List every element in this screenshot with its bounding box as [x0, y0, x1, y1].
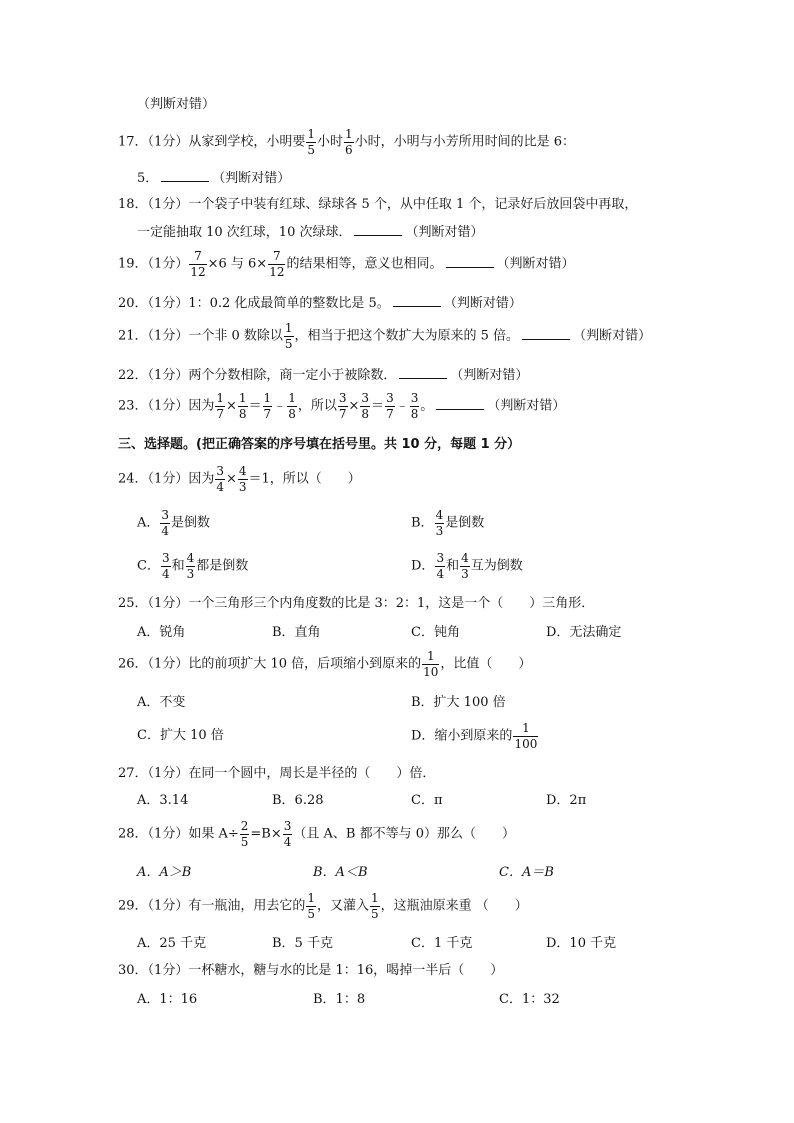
text-segment: ，比值（ ） — [440, 656, 532, 672]
q29-option-d[interactable]: D．10 千克 — [546, 936, 617, 951]
question-17-line2 — [137, 170, 290, 185]
fraction-numerator: 4 — [435, 508, 444, 522]
text-segment: ＝ — [248, 398, 262, 414]
text-segment: × — [225, 398, 237, 414]
fraction-numerator: 1 — [263, 391, 272, 405]
fraction-denominator: 5 — [240, 834, 249, 849]
section-3-heading: 三、选择题。(把正确答案的序号填在括号里。共 10 分，每题 1 分） — [118, 437, 521, 452]
fraction-denominator: 5 — [307, 906, 315, 921]
question-27 — [118, 767, 435, 780]
fraction-numerator: 1 — [238, 391, 247, 405]
text-segment: ＝ — [371, 398, 385, 414]
fraction-numerator: 4 — [186, 551, 195, 565]
text-segment: A． — [137, 515, 160, 531]
fraction-denominator: 8 — [361, 406, 370, 421]
text-segment: 一定能抽取 10 次红球，10 次绿球． — [137, 225, 352, 240]
text-segment: （判断对错） — [450, 368, 529, 383]
text-segment: （1分） — [147, 963, 189, 978]
text-segment: 小时，小明与小芳所用时间的比是 6： — [354, 134, 576, 150]
fraction-numerator: 3 — [161, 508, 170, 522]
text-segment: 都是倒数 — [196, 558, 249, 574]
text-segment: 18． — [118, 197, 148, 212]
fraction-numerator: 1 — [371, 891, 379, 905]
fraction-numerator: 3 — [161, 551, 170, 565]
text-segment: （1分） — [147, 328, 189, 344]
q24-option-a[interactable] — [137, 509, 210, 537]
text-segment: 互为倒数 — [470, 558, 523, 574]
text-segment: （1分） — [147, 766, 189, 781]
question-26 — [118, 650, 531, 678]
fraction-denominator: 3 — [186, 566, 195, 581]
fraction-numerator: 3 — [436, 551, 445, 565]
question-18-line2 — [137, 224, 484, 239]
fraction-denominator: 7 — [338, 406, 347, 421]
fraction-denominator: 8 — [288, 406, 296, 421]
q25-option-d[interactable]: D．无法确定 — [546, 625, 622, 640]
q26-option-d[interactable] — [411, 722, 539, 750]
fraction — [287, 392, 297, 420]
q29-option-b[interactable]: B．5 千克 — [272, 936, 333, 951]
text-segment: 如果 A÷ — [188, 826, 239, 842]
q30-option-b[interactable]: B．1：8 — [313, 992, 366, 1007]
text-segment: （判断对错） — [443, 296, 522, 311]
fraction — [161, 552, 171, 580]
text-segment: 在同一个圆中，周长是半径的（ ）倍． — [188, 766, 436, 781]
text-segment: 和 — [171, 558, 185, 574]
fraction — [240, 820, 250, 848]
text-segment: 27． — [118, 766, 148, 781]
fraction — [263, 392, 273, 420]
text-segment: 有一瓶油，用去它的 — [188, 898, 306, 914]
fraction-numerator: 1 — [284, 321, 293, 335]
text-segment: 19． — [118, 256, 148, 272]
fraction-numerator: 3 — [283, 819, 292, 833]
text-segment: （1分） — [147, 134, 189, 150]
fraction — [370, 892, 380, 920]
fraction-numerator: 3 — [216, 464, 224, 478]
text-segment: （判断对错） — [487, 398, 566, 414]
fraction-numerator: 1 — [422, 650, 439, 665]
fraction — [435, 509, 445, 537]
text-segment: （1分） — [147, 296, 189, 311]
answer-blank[interactable] — [436, 398, 484, 410]
q27-option-a[interactable]: A．3.14 — [137, 793, 189, 808]
text-segment: 因为 — [188, 398, 215, 414]
text-segment: （1分） — [147, 256, 189, 272]
text-segment: 比的前项扩大 10 倍，后项缩小到原来的 — [188, 656, 422, 672]
fraction-denominator: 12 — [269, 264, 285, 279]
text-segment: ﹣ — [395, 398, 409, 414]
text-segment: × — [348, 398, 360, 414]
fraction-denominator: 5 — [307, 142, 315, 157]
fraction — [215, 392, 225, 420]
fraction-denominator: 8 — [238, 406, 247, 421]
fraction-denominator: 100 — [514, 736, 538, 751]
fraction-denominator: 3 — [238, 479, 247, 494]
fraction — [215, 465, 225, 493]
fraction — [513, 722, 538, 750]
fraction — [344, 128, 354, 156]
fraction-numerator: 2 — [240, 819, 249, 833]
q26-option-a[interactable]: A．不变 — [137, 695, 186, 710]
text-segment: （1分） — [147, 596, 189, 611]
text-segment: 一个非 0 数除以 — [188, 328, 283, 344]
text-segment: （且 A、B 都不等与 0）那么（ ） — [293, 826, 515, 842]
text-segment: （1分） — [147, 197, 189, 212]
fraction-denominator: 7 — [386, 406, 394, 421]
fraction — [238, 465, 248, 493]
fraction-numerator: 1 — [345, 127, 353, 141]
fraction-denominator: 3 — [435, 523, 444, 538]
fraction — [338, 392, 348, 420]
fraction-numerator: 4 — [461, 551, 469, 565]
fraction-numerator: 1 — [513, 722, 538, 737]
fraction — [435, 552, 445, 580]
text-segment: 26． — [118, 656, 148, 672]
text-segment: （1分） — [147, 368, 189, 383]
text-segment: ，又灌入 — [316, 898, 369, 914]
fraction — [186, 552, 196, 580]
text-segment: 28． — [118, 826, 148, 842]
text-segment: ﹣ — [273, 398, 287, 414]
fraction — [360, 392, 370, 420]
fraction — [189, 250, 206, 278]
q24-option-d[interactable] — [411, 552, 523, 580]
text-segment: （判断对错） — [212, 171, 291, 186]
q25-option-a[interactable]: A．锐角 — [137, 625, 186, 640]
text-segment: 两个分数相除，商一定小于被除数． — [188, 368, 397, 383]
fraction — [410, 392, 420, 420]
fraction — [385, 392, 395, 420]
q30-option-c[interactable]: C．1：32 — [499, 992, 560, 1007]
question-17 — [118, 128, 575, 156]
question-24 — [118, 465, 361, 493]
question-20 — [118, 295, 522, 310]
fraction — [422, 650, 439, 678]
text-segment: 20． — [118, 296, 148, 311]
text-segment: 一个三角形三个内角度数的比是 3：2：1，这是一个（ ）三角形． — [188, 596, 595, 611]
fraction — [238, 392, 248, 420]
question-25 — [118, 597, 594, 610]
q24-option-c[interactable] — [137, 552, 248, 580]
q28-option-a[interactable]: A．A＞B — [137, 865, 192, 880]
q26-option-b[interactable]: B．扩大 100 倍 — [411, 695, 506, 710]
q24-option-b[interactable] — [411, 509, 484, 537]
text-segment: ，相当于把这个数扩大为原来的 5 倍。 — [294, 328, 520, 344]
text-segment: B． — [411, 515, 434, 531]
text-segment: 21． — [118, 328, 148, 344]
fraction-numerator: 4 — [238, 464, 247, 478]
fraction-denominator: 6 — [345, 142, 353, 157]
q29-option-a[interactable]: A．25 千克 — [137, 936, 207, 951]
text-segment: 1：0.2 化成最简单的整数比是 5。 — [188, 296, 390, 311]
text-segment: C． — [137, 558, 160, 574]
question-22 — [118, 367, 528, 382]
fraction — [268, 250, 285, 278]
text-segment: ＝1，所以（ ） — [248, 471, 361, 487]
fraction-numerator: 1 — [288, 391, 296, 405]
q25-option-b[interactable]: B．直角 — [272, 625, 321, 640]
q27-option-b[interactable]: B．6.28 — [272, 793, 324, 808]
fraction-denominator: 4 — [436, 566, 445, 581]
fraction-denominator: 7 — [263, 406, 272, 421]
fraction — [284, 322, 294, 350]
fraction-numerator: 3 — [338, 391, 347, 405]
fraction-numerator: 3 — [361, 391, 370, 405]
text-segment: 的结果相等，意义也相同。 — [286, 256, 443, 272]
fraction-numerator: 7 — [189, 250, 206, 265]
fraction — [306, 128, 316, 156]
q16-tail: （判断对错） — [137, 97, 216, 112]
text-segment: 一杯糖水，糖与水的比是 1：16，喝掉一半后（ ） — [188, 963, 504, 978]
text-segment: 。 — [420, 398, 434, 414]
fraction-denominator: 5 — [371, 906, 379, 921]
fraction-denominator: 10 — [423, 664, 439, 679]
answer-blank[interactable] — [354, 224, 402, 236]
text-segment: 因为 — [188, 471, 215, 487]
text-segment: 24． — [118, 471, 148, 487]
text-segment: 是倒数 — [445, 515, 485, 531]
fraction — [160, 509, 170, 537]
fraction-denominator: 5 — [284, 336, 293, 351]
text-segment: （1分） — [147, 471, 189, 487]
fraction — [460, 552, 470, 580]
text-segment: （1分） — [147, 826, 189, 842]
answer-blank[interactable] — [393, 295, 441, 307]
q27-option-c[interactable]: C．π — [411, 793, 443, 808]
fraction-denominator: 8 — [410, 406, 419, 421]
text-segment: ×6 与 6× — [207, 256, 268, 272]
fraction — [306, 892, 316, 920]
answer-blank[interactable] — [399, 367, 447, 379]
fraction-numerator: 1 — [307, 891, 315, 905]
q28-option-c[interactable]: C．A＝B — [499, 865, 554, 880]
text-segment: 是倒数 — [171, 515, 211, 531]
question-21 — [118, 322, 651, 350]
text-segment: 29． — [118, 898, 148, 914]
fraction-denominator: 4 — [161, 566, 170, 581]
fraction-denominator: 4 — [216, 479, 224, 494]
fraction-numerator: 7 — [268, 250, 285, 265]
text-segment: 23． — [118, 398, 148, 414]
text-segment: （判断对错） — [573, 328, 652, 344]
fraction-numerator: 3 — [410, 391, 419, 405]
text-segment: × — [225, 471, 237, 487]
text-segment: 17． — [118, 134, 148, 150]
q30-option-a[interactable]: A．1：16 — [137, 992, 198, 1007]
fraction-numerator: 3 — [386, 391, 394, 405]
text-segment: 小时 — [316, 134, 343, 150]
q26-option-c[interactable]: C．扩大 10 倍 — [137, 728, 224, 743]
text-segment: ，这瓶油原来重 （ ） — [380, 898, 528, 914]
fraction-denominator: 12 — [190, 264, 206, 279]
text-segment: D． — [411, 558, 435, 574]
text-segment: 一个袋子中装有红球、绿球各 5 个，从中任取 1 个，记录好后放回袋中再取， — [188, 197, 638, 212]
text-segment: ，所以 — [297, 398, 337, 414]
text-segment: =B× — [250, 826, 282, 842]
fraction-numerator: 1 — [216, 391, 224, 405]
question-29 — [118, 892, 528, 920]
question-19 — [118, 250, 575, 278]
q25-option-c[interactable]: C．钝角 — [411, 625, 460, 640]
text-segment: 25． — [118, 596, 148, 611]
text-segment: （判断对错） — [405, 225, 484, 240]
question-23 — [118, 392, 565, 420]
question-28 — [118, 820, 515, 848]
question-30 — [118, 964, 503, 977]
text-segment: D．缩小到原来的 — [411, 728, 513, 744]
fraction — [283, 820, 293, 848]
fraction-numerator: 1 — [307, 127, 315, 141]
fraction-denominator: 3 — [461, 566, 469, 581]
text-segment: 30． — [118, 963, 148, 978]
answer-blank[interactable] — [446, 256, 494, 268]
text-segment: 从家到学校，小明要 — [188, 134, 306, 150]
text-segment: （1分） — [147, 898, 189, 914]
text-segment: 和 — [446, 558, 460, 574]
q28-option-b[interactable]: B．A＜B — [313, 865, 368, 880]
fraction-denominator: 4 — [161, 523, 170, 538]
text-segment: （判断对错） — [496, 256, 575, 272]
q27-option-d[interactable]: D．2π — [546, 793, 587, 808]
text-segment: （1分） — [147, 656, 189, 672]
question-18 — [118, 198, 637, 211]
answer-blank[interactable] — [522, 328, 570, 340]
fraction-denominator: 7 — [216, 406, 224, 421]
text-segment: （1分） — [147, 398, 189, 414]
text-segment: 5． — [137, 171, 159, 186]
answer-blank[interactable] — [161, 170, 209, 182]
fraction-denominator: 4 — [283, 834, 292, 849]
q29-option-c[interactable]: C．1 千克 — [411, 936, 473, 951]
text-segment: 22． — [118, 368, 148, 383]
